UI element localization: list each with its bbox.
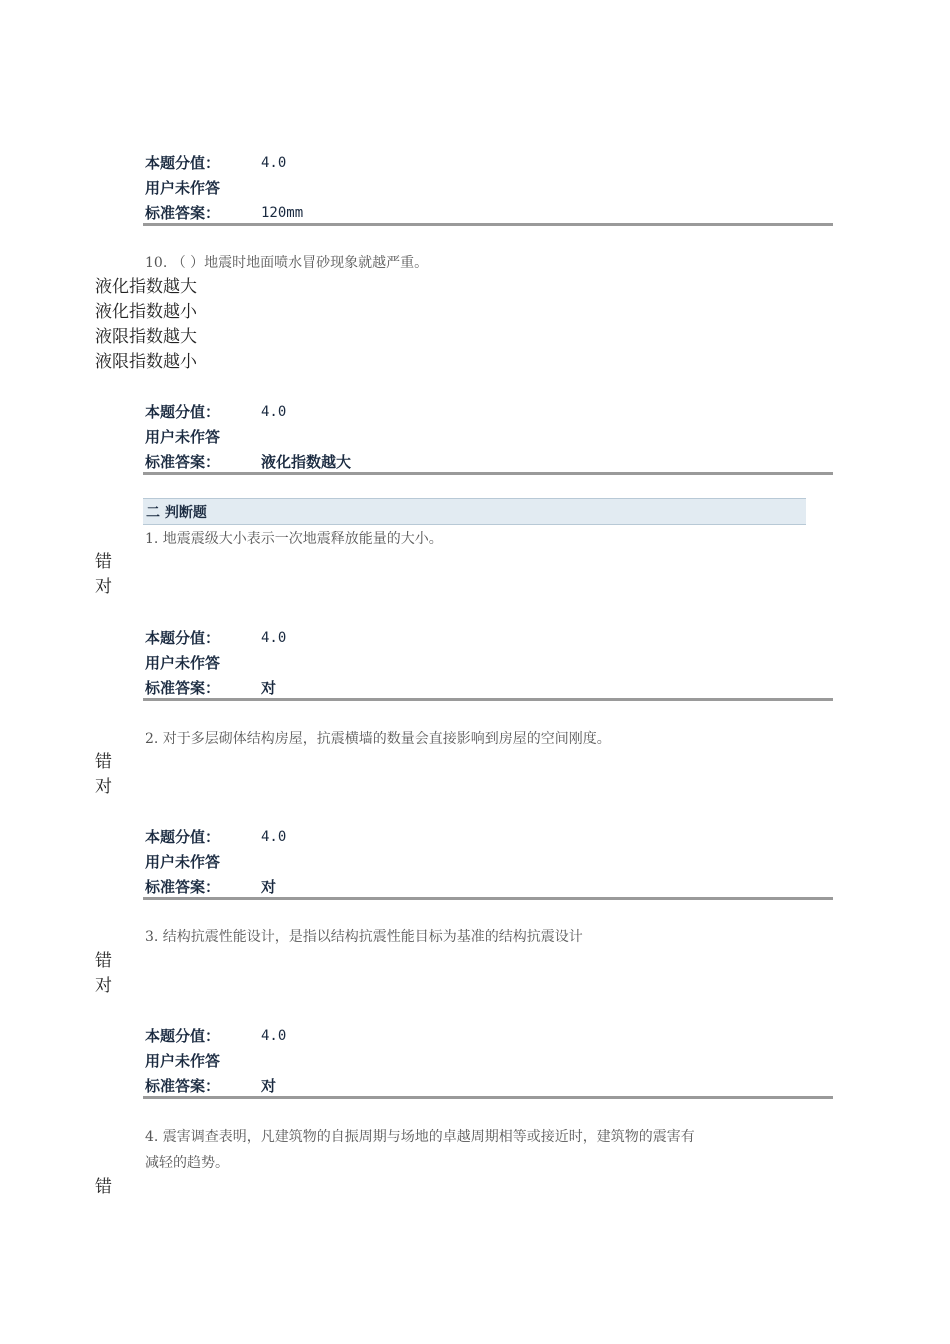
- score-label: 本题分值：: [145, 828, 221, 846]
- score-value: 4.0: [261, 829, 287, 845]
- std-answer-label: 标准答案：: [145, 1077, 221, 1095]
- section-header: [143, 498, 806, 525]
- option[interactable]: 错: [95, 951, 112, 971]
- option[interactable]: 液化指数越大: [95, 277, 197, 297]
- std-answer-label: 标准答案：: [145, 679, 221, 697]
- unanswered-label: 用户未作答: [145, 179, 221, 197]
- question-text: 3. 结构抗震性能设计，是指以结构抗震性能目标为基准的结构抗震设计: [145, 929, 583, 945]
- divider: [143, 698, 833, 701]
- question-text-line1: 4. 震害调查表明，凡建筑物的自振周期与场地的卓越周期相等或接近时，建筑物的震害有: [145, 1129, 695, 1145]
- option[interactable]: 对: [95, 777, 112, 797]
- std-answer-value: 对: [261, 679, 277, 697]
- option[interactable]: 液限指数越小: [95, 352, 197, 372]
- option[interactable]: 错: [95, 752, 112, 772]
- score-value: 4.0: [261, 630, 287, 646]
- std-answer-label: 标准答案：: [145, 453, 221, 471]
- unanswered-label: 用户未作答: [145, 1052, 221, 1070]
- std-answer-value: 对: [261, 878, 277, 896]
- divider: [143, 897, 833, 900]
- option[interactable]: 对: [95, 976, 112, 996]
- question-text-line2: 减轻的趋势。: [145, 1155, 229, 1171]
- std-answer-value: 液化指数越大: [261, 453, 352, 471]
- divider: [143, 223, 833, 226]
- score-label: 本题分值：: [145, 403, 221, 421]
- std-answer-label: 标准答案：: [145, 204, 221, 222]
- question-text: 10. （ ）地震时地面喷水冒砂现象就越严重。: [145, 255, 429, 271]
- score-label: 本题分值：: [145, 629, 221, 647]
- option[interactable]: 液限指数越大: [95, 327, 197, 347]
- question-text: 2. 对于多层砌体结构房屋，抗震横墙的数量会直接影响到房屋的空间刚度。: [145, 731, 611, 747]
- option[interactable]: 错: [95, 552, 112, 572]
- option[interactable]: 错: [95, 1177, 112, 1197]
- score-value: 4.0: [261, 404, 287, 420]
- std-answer-label: 标准答案：: [145, 878, 221, 896]
- question-text: 1. 地震震级大小表示一次地震释放能量的大小。: [145, 531, 443, 547]
- divider: [143, 472, 833, 475]
- score-label: 本题分值：: [145, 1027, 221, 1045]
- unanswered-label: 用户未作答: [145, 428, 221, 446]
- score-value: 4.0: [261, 1028, 287, 1044]
- std-answer-value: 对: [261, 1077, 277, 1095]
- section-title: 二 判断题: [146, 505, 207, 521]
- unanswered-label: 用户未作答: [145, 654, 221, 672]
- std-answer-value: 120mm: [261, 205, 304, 221]
- score-label: 本题分值：: [145, 154, 221, 172]
- divider: [143, 1096, 833, 1099]
- option[interactable]: 液化指数越小: [95, 302, 197, 322]
- unanswered-label: 用户未作答: [145, 853, 221, 871]
- score-value: 4.0: [261, 155, 287, 171]
- option[interactable]: 对: [95, 577, 112, 597]
